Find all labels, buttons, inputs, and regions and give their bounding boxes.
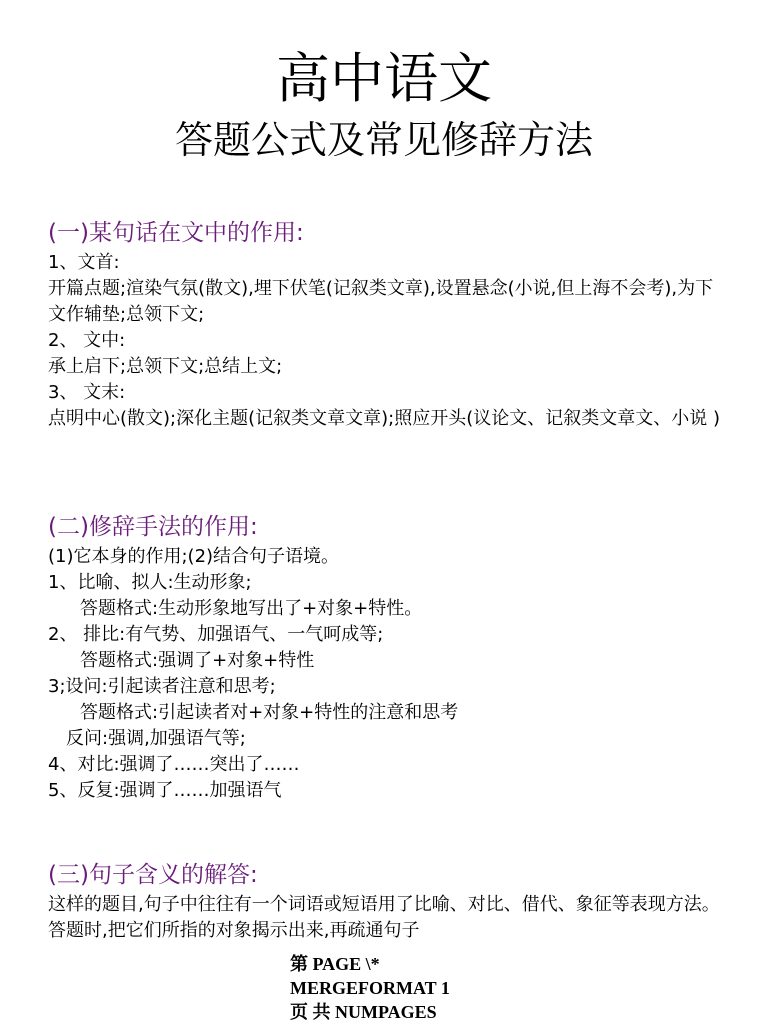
answer-format: 答题格式:引起读者对+对象+特性的注意和思考 xyxy=(80,702,459,723)
section-rhetoric xyxy=(48,512,728,804)
list-item: 3、 文末: xyxy=(48,382,126,403)
document-title: 高中语文 xyxy=(276,47,492,110)
list-item: 2、 文中: xyxy=(48,330,126,351)
paragraph: 承上启下;总领下文;总结上文; xyxy=(48,356,283,377)
list-item: 3;设问:引起读者注意和思考; xyxy=(48,676,276,697)
list-item: 4、对比:强调了……突出了…… xyxy=(48,754,300,775)
footer-line: MERGEFORMAT 1 xyxy=(290,978,450,998)
paragraph: 这样的题目,句子中往往有一个词语或短语用了比喻、对比、借代、象征等表现方法。答题时,把它们所指的对象揭示出来,再疏通句子 xyxy=(48,894,720,941)
section-heading: (三)句子含义的解答: xyxy=(48,862,258,888)
answer-format: 答题格式:生动形象地写出了+对象+特性。 xyxy=(80,598,423,619)
footer-line: 页 共 NUMPAGES xyxy=(290,1002,437,1022)
paragraph: 开篇点题;渲染气氛(散文),埋下伏笔(记叙类文章),设置悬念(小说,但上海不会考),为下文作辅垫;总领下文; xyxy=(48,278,714,325)
section-role-of-sentence xyxy=(48,218,728,432)
list-item: 反问:强调,加强语气等; xyxy=(66,728,246,749)
list-item: 5、反复:强调了……加强语气 xyxy=(48,780,282,801)
answer-format: 答题格式:强调了+对象+特性 xyxy=(80,650,315,671)
paragraph: 点明中心(散文);深化主题(记叙类文章文章);照应开头(议论文、记叙类文章文、小说 ) xyxy=(48,408,720,429)
page-footer xyxy=(290,952,450,1024)
list-item: 2、 排比:有气势、加强语气、一气呵成等; xyxy=(48,624,384,645)
paragraph: (1)它本身的作用;(2)结合句子语境。 xyxy=(48,546,340,567)
document-subtitle: 答题公式及常见修辞方法 xyxy=(174,118,593,162)
section-heading: (二)修辞手法的作用: xyxy=(48,514,258,540)
list-item: 1、比喻、拟人:生动形象; xyxy=(48,572,252,593)
section-sentence-meaning xyxy=(48,860,728,944)
section-heading: (一)某句话在文中的作用: xyxy=(48,220,304,246)
footer-line: 第 PAGE \* xyxy=(290,954,380,974)
list-item: 1、文首: xyxy=(48,252,120,273)
